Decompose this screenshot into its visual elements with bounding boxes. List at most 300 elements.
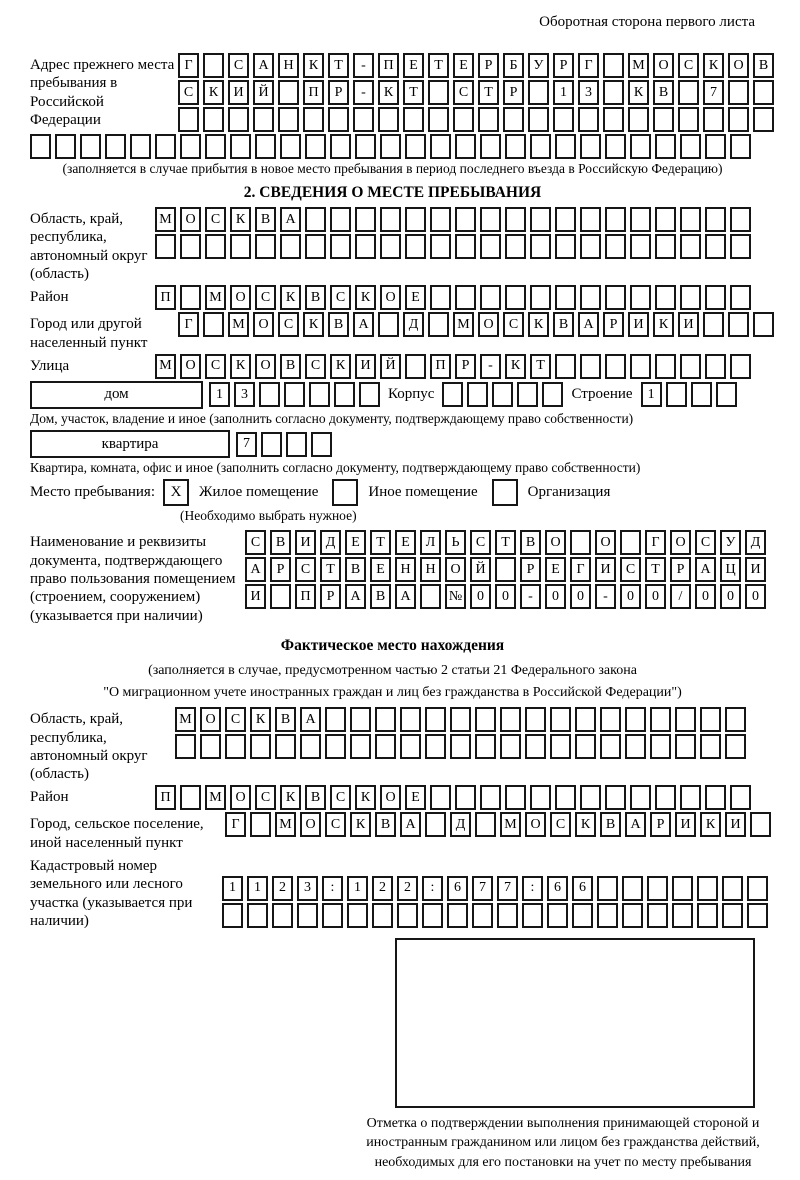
char-box[interactable] (455, 134, 476, 159)
char-box[interactable]: И (678, 312, 699, 337)
char-box[interactable]: / (670, 584, 691, 609)
char-box[interactable] (405, 354, 426, 379)
char-box[interactable]: Р (503, 80, 524, 105)
char-box[interactable]: Р (670, 557, 691, 582)
char-box[interactable] (247, 903, 268, 928)
char-box[interactable]: 0 (745, 584, 766, 609)
char-box[interactable] (228, 107, 249, 132)
char-box[interactable]: И (355, 354, 376, 379)
char-box[interactable]: И (595, 557, 616, 582)
char-box[interactable] (503, 107, 524, 132)
char-box[interactable] (630, 234, 651, 259)
char-box[interactable]: Д (320, 530, 341, 555)
char-box[interactable] (628, 107, 649, 132)
char-box[interactable]: В (270, 530, 291, 555)
char-box[interactable]: 7 (497, 876, 518, 901)
char-box[interactable]: П (303, 80, 324, 105)
char-box[interactable]: 0 (695, 584, 716, 609)
char-box[interactable]: В (653, 80, 674, 105)
char-box[interactable] (550, 734, 571, 759)
char-box[interactable] (622, 903, 643, 928)
char-box[interactable] (203, 107, 224, 132)
char-box[interactable] (155, 134, 176, 159)
char-box[interactable] (620, 530, 641, 555)
char-box[interactable] (403, 107, 424, 132)
char-box[interactable]: К (528, 312, 549, 337)
char-box[interactable] (478, 107, 499, 132)
char-box[interactable]: М (175, 707, 196, 732)
char-box[interactable] (305, 207, 326, 232)
char-box[interactable] (675, 707, 696, 732)
char-box[interactable] (505, 234, 526, 259)
char-box[interactable] (405, 207, 426, 232)
char-box[interactable]: Б (503, 53, 524, 78)
char-box[interactable]: Н (278, 53, 299, 78)
char-box[interactable]: С (325, 812, 346, 837)
char-box[interactable]: 1 (209, 382, 230, 407)
char-box[interactable]: Ь (445, 530, 466, 555)
char-box[interactable]: К (350, 812, 371, 837)
char-box[interactable] (255, 234, 276, 259)
char-box[interactable] (675, 734, 696, 759)
char-box[interactable] (575, 707, 596, 732)
char-box[interactable] (578, 107, 599, 132)
char-box[interactable] (175, 734, 196, 759)
char-box[interactable] (605, 354, 626, 379)
char-box[interactable]: О (380, 285, 401, 310)
char-box[interactable]: 0 (645, 584, 666, 609)
char-box[interactable]: А (400, 812, 421, 837)
char-box[interactable] (275, 734, 296, 759)
char-box[interactable] (309, 382, 330, 407)
char-box[interactable]: Т (530, 354, 551, 379)
char-box[interactable] (55, 134, 76, 159)
char-box[interactable]: Р (478, 53, 499, 78)
char-box[interactable]: К (355, 785, 376, 810)
char-box[interactable]: М (228, 312, 249, 337)
char-box[interactable]: У (528, 53, 549, 78)
char-box[interactable] (203, 312, 224, 337)
char-box[interactable] (350, 734, 371, 759)
char-box[interactable]: Р (455, 354, 476, 379)
char-box[interactable]: М (500, 812, 521, 837)
char-box[interactable] (378, 107, 399, 132)
char-box[interactable] (355, 234, 376, 259)
char-box[interactable] (250, 812, 271, 837)
char-box[interactable]: Т (320, 557, 341, 582)
char-box[interactable]: К (378, 80, 399, 105)
char-box[interactable] (730, 285, 751, 310)
char-box[interactable] (525, 734, 546, 759)
char-box[interactable]: П (155, 785, 176, 810)
char-box[interactable]: Й (470, 557, 491, 582)
char-box[interactable]: № (445, 584, 466, 609)
char-box[interactable] (430, 207, 451, 232)
char-box[interactable] (753, 80, 774, 105)
char-box[interactable] (575, 734, 596, 759)
char-box[interactable] (261, 432, 282, 457)
char-box[interactable] (605, 234, 626, 259)
char-box[interactable]: О (545, 530, 566, 555)
char-box[interactable]: Г (178, 312, 199, 337)
char-box[interactable] (730, 234, 751, 259)
char-box[interactable] (580, 354, 601, 379)
char-box[interactable]: - (353, 80, 374, 105)
char-box[interactable]: К (230, 207, 251, 232)
char-box[interactable]: В (328, 312, 349, 337)
char-box[interactable] (655, 134, 676, 159)
char-box[interactable]: В (600, 812, 621, 837)
char-box[interactable]: С (225, 707, 246, 732)
char-box[interactable]: С (330, 785, 351, 810)
char-box[interactable]: Е (453, 53, 474, 78)
char-box[interactable]: 7 (472, 876, 493, 901)
char-box[interactable]: И (725, 812, 746, 837)
char-box[interactable]: В (305, 285, 326, 310)
char-box[interactable]: В (370, 584, 391, 609)
char-box[interactable]: А (353, 312, 374, 337)
char-box[interactable]: О (255, 354, 276, 379)
char-box[interactable]: С (245, 530, 266, 555)
char-box[interactable] (430, 234, 451, 259)
char-box[interactable]: О (230, 285, 251, 310)
char-box[interactable] (330, 207, 351, 232)
char-box[interactable] (253, 107, 274, 132)
char-box[interactable] (278, 107, 299, 132)
char-box[interactable] (405, 234, 426, 259)
char-box[interactable]: - (520, 584, 541, 609)
char-box[interactable] (625, 734, 646, 759)
char-box[interactable] (422, 903, 443, 928)
char-box[interactable] (372, 903, 393, 928)
char-box[interactable] (700, 707, 721, 732)
char-box[interactable] (455, 285, 476, 310)
char-box[interactable] (497, 903, 518, 928)
char-box[interactable] (603, 53, 624, 78)
char-box[interactable]: В (753, 53, 774, 78)
char-box[interactable] (330, 234, 351, 259)
char-box[interactable] (722, 903, 743, 928)
char-box[interactable] (378, 312, 399, 337)
char-box[interactable] (311, 432, 332, 457)
char-box[interactable] (728, 80, 749, 105)
char-box[interactable]: Е (370, 557, 391, 582)
char-box[interactable] (303, 107, 324, 132)
char-box[interactable] (480, 785, 501, 810)
char-box[interactable]: А (578, 312, 599, 337)
char-box[interactable]: : (422, 876, 443, 901)
char-box[interactable] (530, 134, 551, 159)
char-box[interactable] (580, 285, 601, 310)
char-box[interactable] (630, 785, 651, 810)
char-box[interactable]: К (303, 53, 324, 78)
char-box[interactable]: Р (270, 557, 291, 582)
char-box[interactable] (450, 707, 471, 732)
char-box[interactable]: О (478, 312, 499, 337)
char-box[interactable]: К (703, 53, 724, 78)
char-box[interactable] (505, 285, 526, 310)
char-box[interactable]: М (155, 354, 176, 379)
char-box[interactable] (528, 107, 549, 132)
char-box[interactable] (205, 234, 226, 259)
char-box[interactable]: Й (380, 354, 401, 379)
char-box[interactable] (678, 107, 699, 132)
char-box[interactable]: О (180, 207, 201, 232)
char-box[interactable]: 3 (234, 382, 255, 407)
char-box[interactable] (442, 382, 463, 407)
char-box[interactable]: 0 (620, 584, 641, 609)
char-box[interactable] (355, 207, 376, 232)
stay-type-checkbox-residential[interactable]: X (163, 479, 189, 506)
char-box[interactable]: М (205, 285, 226, 310)
char-box[interactable] (180, 134, 201, 159)
char-box[interactable]: 1 (247, 876, 268, 901)
char-box[interactable]: 0 (495, 584, 516, 609)
char-box[interactable]: С (255, 785, 276, 810)
char-box[interactable] (555, 134, 576, 159)
char-box[interactable] (425, 734, 446, 759)
char-box[interactable] (353, 107, 374, 132)
char-box[interactable] (180, 234, 201, 259)
char-box[interactable] (547, 903, 568, 928)
char-box[interactable]: Р (650, 812, 671, 837)
char-box[interactable] (428, 80, 449, 105)
char-box[interactable] (680, 785, 701, 810)
char-box[interactable] (528, 80, 549, 105)
char-box[interactable]: Т (370, 530, 391, 555)
char-box[interactable] (650, 707, 671, 732)
char-box[interactable] (472, 903, 493, 928)
char-box[interactable]: Й (253, 80, 274, 105)
char-box[interactable]: Г (570, 557, 591, 582)
char-box[interactable] (550, 707, 571, 732)
char-box[interactable] (280, 234, 301, 259)
char-box[interactable]: В (345, 557, 366, 582)
char-box[interactable]: Р (520, 557, 541, 582)
char-box[interactable]: И (675, 812, 696, 837)
char-box[interactable] (630, 285, 651, 310)
char-box[interactable] (359, 382, 380, 407)
char-box[interactable] (730, 134, 751, 159)
char-box[interactable] (480, 285, 501, 310)
char-box[interactable] (480, 234, 501, 259)
char-box[interactable] (655, 207, 676, 232)
char-box[interactable]: К (280, 285, 301, 310)
char-box[interactable] (625, 707, 646, 732)
char-box[interactable]: С (695, 530, 716, 555)
char-box[interactable] (580, 207, 601, 232)
char-box[interactable]: 1 (641, 382, 662, 407)
stay-type-checkbox-organization[interactable] (492, 479, 518, 506)
char-box[interactable]: О (300, 812, 321, 837)
char-box[interactable] (305, 234, 326, 259)
char-box[interactable] (517, 382, 538, 407)
char-box[interactable]: М (628, 53, 649, 78)
char-box[interactable]: К (303, 312, 324, 337)
char-box[interactable]: Н (395, 557, 416, 582)
char-box[interactable]: К (653, 312, 674, 337)
char-box[interactable] (259, 382, 280, 407)
char-box[interactable] (278, 80, 299, 105)
char-box[interactable] (655, 354, 676, 379)
char-box[interactable] (603, 107, 624, 132)
char-box[interactable] (678, 80, 699, 105)
char-box[interactable] (705, 285, 726, 310)
char-box[interactable] (630, 207, 651, 232)
char-box[interactable]: А (695, 557, 716, 582)
char-box[interactable]: Т (403, 80, 424, 105)
char-box[interactable]: М (453, 312, 474, 337)
char-box[interactable] (605, 207, 626, 232)
char-box[interactable] (453, 107, 474, 132)
char-box[interactable] (555, 207, 576, 232)
char-box[interactable] (397, 903, 418, 928)
char-box[interactable] (580, 785, 601, 810)
char-box[interactable] (178, 107, 199, 132)
char-box[interactable] (722, 876, 743, 901)
char-box[interactable] (680, 234, 701, 259)
char-box[interactable] (400, 734, 421, 759)
char-box[interactable]: Р (603, 312, 624, 337)
char-box[interactable] (297, 903, 318, 928)
char-box[interactable] (380, 234, 401, 259)
char-box[interactable]: И (745, 557, 766, 582)
char-box[interactable] (650, 734, 671, 759)
char-box[interactable]: В (305, 785, 326, 810)
char-box[interactable]: В (280, 354, 301, 379)
char-box[interactable]: В (255, 207, 276, 232)
char-box[interactable] (725, 734, 746, 759)
char-box[interactable]: Г (225, 812, 246, 837)
char-box[interactable]: К (575, 812, 596, 837)
char-box[interactable]: А (300, 707, 321, 732)
char-box[interactable] (572, 903, 593, 928)
char-box[interactable] (380, 134, 401, 159)
char-box[interactable] (375, 707, 396, 732)
char-box[interactable] (334, 382, 355, 407)
char-box[interactable] (180, 785, 201, 810)
char-box[interactable] (522, 903, 543, 928)
char-box[interactable]: 2 (397, 876, 418, 901)
char-box[interactable] (205, 134, 226, 159)
char-box[interactable] (347, 903, 368, 928)
char-box[interactable] (325, 734, 346, 759)
char-box[interactable] (700, 734, 721, 759)
char-box[interactable]: М (155, 207, 176, 232)
char-box[interactable] (672, 876, 693, 901)
char-box[interactable]: П (155, 285, 176, 310)
char-box[interactable] (555, 785, 576, 810)
char-box[interactable]: П (378, 53, 399, 78)
char-box[interactable] (570, 530, 591, 555)
char-box[interactable]: 0 (470, 584, 491, 609)
char-box[interactable] (728, 107, 749, 132)
char-box[interactable] (420, 584, 441, 609)
char-box[interactable]: 0 (570, 584, 591, 609)
char-box[interactable] (325, 707, 346, 732)
char-box[interactable]: Г (645, 530, 666, 555)
char-box[interactable] (680, 207, 701, 232)
char-box[interactable] (300, 734, 321, 759)
char-box[interactable]: Е (345, 530, 366, 555)
char-box[interactable]: - (353, 53, 374, 78)
char-box[interactable] (605, 134, 626, 159)
char-box[interactable]: Е (405, 785, 426, 810)
char-box[interactable] (725, 707, 746, 732)
char-box[interactable] (322, 903, 343, 928)
char-box[interactable] (716, 382, 737, 407)
char-box[interactable] (330, 134, 351, 159)
char-box[interactable]: О (230, 785, 251, 810)
char-box[interactable]: К (280, 785, 301, 810)
char-box[interactable]: О (653, 53, 674, 78)
char-box[interactable] (500, 707, 521, 732)
char-box[interactable]: О (200, 707, 221, 732)
char-box[interactable]: 2 (372, 876, 393, 901)
char-box[interactable] (605, 785, 626, 810)
char-box[interactable] (630, 134, 651, 159)
char-box[interactable]: О (180, 354, 201, 379)
char-box[interactable]: Д (745, 530, 766, 555)
char-box[interactable] (580, 234, 601, 259)
char-box[interactable] (530, 285, 551, 310)
char-box[interactable] (530, 207, 551, 232)
char-box[interactable]: Т (645, 557, 666, 582)
char-box[interactable] (703, 107, 724, 132)
char-box[interactable] (500, 734, 521, 759)
char-box[interactable] (728, 312, 749, 337)
char-box[interactable]: 3 (578, 80, 599, 105)
char-box[interactable]: О (595, 530, 616, 555)
char-box[interactable] (130, 134, 151, 159)
char-box[interactable]: В (275, 707, 296, 732)
char-box[interactable] (425, 707, 446, 732)
char-box[interactable] (705, 207, 726, 232)
char-box[interactable]: 6 (572, 876, 593, 901)
char-box[interactable] (525, 707, 546, 732)
char-box[interactable]: В (520, 530, 541, 555)
char-box[interactable]: У (720, 530, 741, 555)
char-box[interactable] (222, 903, 243, 928)
char-box[interactable]: О (525, 812, 546, 837)
char-box[interactable]: 2 (272, 876, 293, 901)
char-box[interactable] (105, 134, 126, 159)
char-box[interactable]: С (503, 312, 524, 337)
char-box[interactable]: К (505, 354, 526, 379)
char-box[interactable] (400, 707, 421, 732)
char-box[interactable]: 3 (297, 876, 318, 901)
char-box[interactable] (30, 134, 51, 159)
char-box[interactable]: С (255, 285, 276, 310)
char-box[interactable] (270, 584, 291, 609)
char-box[interactable]: К (250, 707, 271, 732)
char-box[interactable] (622, 876, 643, 901)
char-box[interactable] (680, 354, 701, 379)
char-box[interactable]: - (595, 584, 616, 609)
char-box[interactable]: О (445, 557, 466, 582)
char-box[interactable] (680, 134, 701, 159)
char-box[interactable] (647, 876, 668, 901)
char-box[interactable] (530, 785, 551, 810)
char-box[interactable] (750, 812, 771, 837)
char-box[interactable]: Т (428, 53, 449, 78)
char-box[interactable] (405, 134, 426, 159)
char-box[interactable]: А (253, 53, 274, 78)
char-box[interactable] (480, 134, 501, 159)
char-box[interactable] (255, 134, 276, 159)
char-box[interactable]: И (628, 312, 649, 337)
char-box[interactable] (230, 134, 251, 159)
